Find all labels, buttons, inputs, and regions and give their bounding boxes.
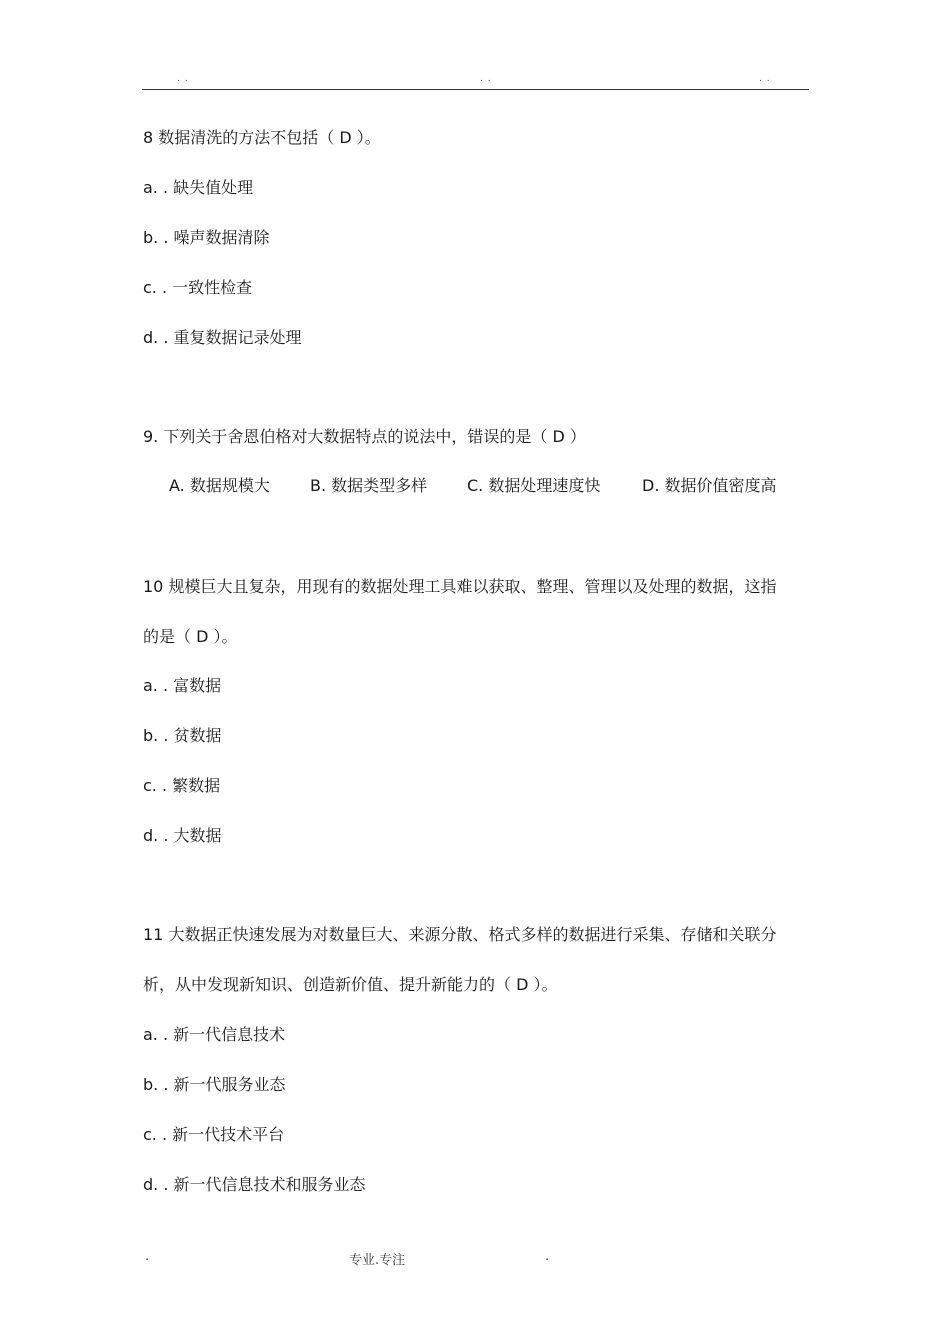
question-10-stem-line-1: 10 规模巨大且复杂，用现有的数据处理工具难以获取、整理、管理以及处理的数据，这指 [143, 577, 777, 596]
question-8-option-d: d. . 重复数据记录处理 [143, 328, 302, 347]
header-right-mark: . . [759, 74, 771, 84]
question-11-option-c: c. . 新一代技术平台 [143, 1125, 285, 1144]
question-9-option-a: A. 数据规模大 [169, 476, 270, 495]
question-8-option-b: b. . 噪声数据清除 [143, 228, 270, 247]
question-11-option-b: b. . 新一代服务业态 [143, 1075, 286, 1094]
question-8-option-a: a. . 缺失值处理 [143, 178, 254, 197]
question-11-stem-line-2: 析，从中发现新知识、创造新价值、提升新能力的（ D ）。 [143, 975, 558, 994]
question-9-option-d: D. 数据价值密度高 [642, 476, 777, 495]
question-8-stem: 8 数据清洗的方法不包括（ D ）。 [143, 128, 381, 147]
question-11-stem-line-1: 11 大数据正快速发展为对数量巨大、来源分散、格式多样的数据进行采集、存储和关联分 [143, 925, 777, 944]
question-9-stem: 9. 下列关于舍恩伯格对大数据特点的说法中，错误的是（ D ） [143, 427, 586, 446]
question-10-option-b: b. . 贫数据 [143, 726, 222, 745]
header-center-mark: . . [480, 74, 492, 84]
question-9-option-c: C. 数据处理速度快 [467, 476, 601, 495]
question-10-option-a: a. . 富数据 [143, 676, 222, 695]
footer-text: 专业.专注 [349, 1253, 406, 1268]
footer-left-mark: . [145, 1249, 150, 1264]
header-rule [142, 89, 809, 90]
question-10-option-c: c. . 繁数据 [143, 776, 221, 795]
question-10-option-d: d. . 大数据 [143, 826, 222, 845]
header-left-mark: . . [177, 74, 189, 84]
question-11-option-d: d. . 新一代信息技术和服务业态 [143, 1175, 366, 1194]
question-10-stem-line-2: 的是（ D ）。 [143, 627, 238, 646]
question-11-option-a: a. . 新一代信息技术 [143, 1025, 286, 1044]
question-9-option-b: B. 数据类型多样 [310, 476, 428, 495]
footer-right-mark: . [545, 1249, 550, 1264]
question-8-option-c: c. . 一致性检查 [143, 278, 253, 297]
